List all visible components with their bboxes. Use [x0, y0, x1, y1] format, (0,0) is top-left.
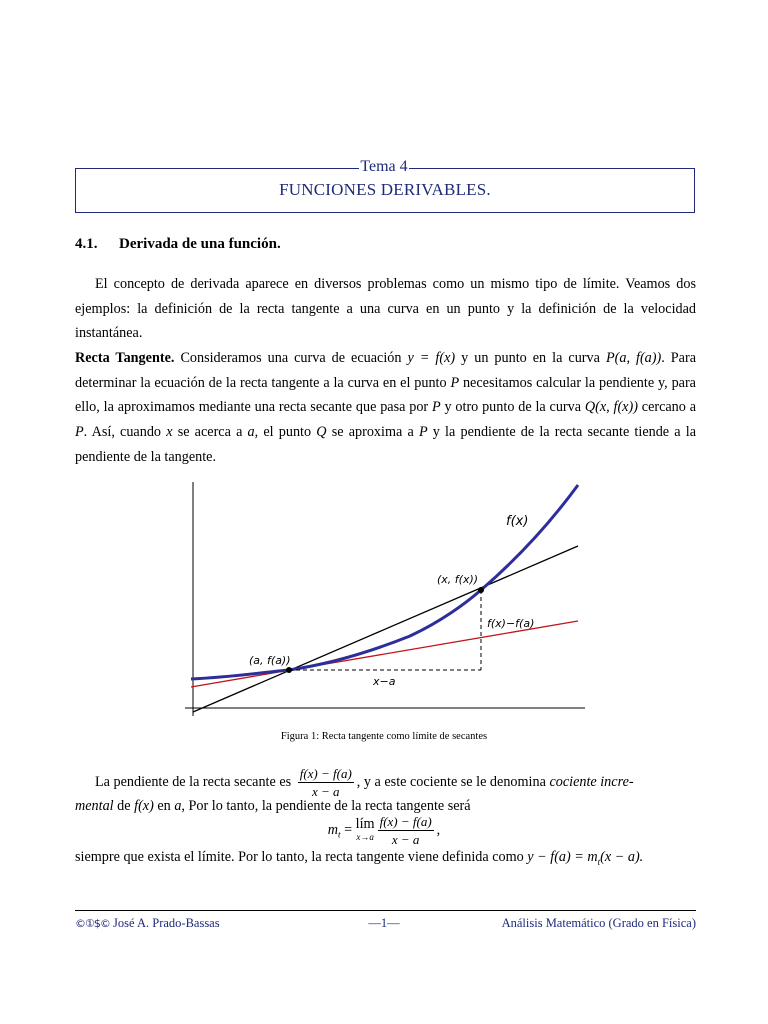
footer-page-number: —1— — [368, 916, 400, 930]
comma: , — [436, 821, 441, 838]
math-x: x — [166, 424, 173, 441]
math-subscript: t — [597, 856, 601, 867]
fraction-denominator: x − a — [311, 784, 340, 799]
equals-sign: = — [340, 821, 356, 838]
slope-line-3 — [75, 849, 696, 867]
text-run: . Para determinar la ecuación de la recta tangente a la curva en el punto — [75, 350, 696, 391]
text-run: , Por lo tanto, la pendiente de la recta tangente será — [181, 798, 471, 814]
text-run: siempre que exista el límite. Por lo tanto, la recta tangente viene definida como — [75, 849, 528, 865]
label-fx: f(x) — [506, 514, 529, 529]
tangent-slope-equation — [0, 814, 768, 847]
math-m: m — [327, 821, 339, 838]
label-xfx: (x, f(x)) — [437, 573, 479, 586]
math-tangent-eq-end: (x − a). — [600, 849, 644, 865]
slope-line-2 — [75, 798, 696, 815]
emphasis-term: mental — [75, 798, 114, 814]
text-run: en — [153, 798, 175, 814]
text-run: cercano a — [637, 399, 696, 416]
tangent-heading: Recta Tangente. — [75, 350, 175, 366]
chapter-label — [0, 158, 768, 176]
limit-operator — [355, 815, 375, 844]
limit-subscript: x→a — [356, 831, 374, 842]
tangent-paragraph — [75, 346, 696, 470]
section-heading — [75, 236, 281, 253]
text-run: Consideramos una curva de ecuación — [174, 350, 408, 366]
math-p: P — [431, 399, 441, 416]
figure-caption: Figura 1: Recta tangente como límite de secantes — [280, 731, 488, 742]
text-run: , y a este cociente se le denomina — [356, 773, 550, 790]
text-run: se acerca a — [172, 424, 248, 441]
chapter-title: FUNCIONES DERIVABLES. — [279, 180, 491, 199]
math-fx: f(x) — [134, 798, 154, 814]
math-point-p: P(a, f(a)) — [605, 350, 662, 366]
slope-line-1 — [75, 766, 696, 799]
math-a: a — [174, 798, 182, 814]
point-a — [286, 667, 292, 673]
label-afa: (a, f(a)) — [249, 654, 291, 667]
math-subscript: t — [338, 829, 341, 840]
intro-paragraph — [75, 272, 696, 346]
cc-license-icon: ©①$© — [75, 917, 110, 930]
math-curve-eq: y = f(x) — [407, 350, 456, 366]
label-xa: x−a — [373, 675, 396, 688]
math-p: P — [418, 424, 428, 441]
fraction-numerator: f(x) − f(a) — [299, 766, 352, 781]
limit-word: lím — [355, 815, 375, 832]
footer-course: Análisis Matemático (Grado en Física) — [501, 916, 696, 930]
text-run: y un punto en la curva — [455, 350, 606, 366]
section-title: Derivada de una función. — [119, 236, 281, 252]
label-diff: f(x)−f(a) — [487, 617, 535, 630]
emphasis-term: cociente incre- — [549, 773, 634, 790]
math-q: Q — [316, 424, 327, 441]
text-run: . Así, cuando — [83, 424, 167, 441]
tangent-figure — [0, 470, 768, 725]
section-number: 4.1. — [75, 236, 98, 252]
fraction-denominator: x − a — [391, 832, 420, 847]
author-name: José A. Prado-Bassas — [113, 916, 220, 930]
footer-rule — [75, 910, 696, 911]
text-run: , el punto — [254, 424, 317, 441]
fraction-numerator: f(x) − f(a) — [379, 814, 432, 829]
point-x — [478, 587, 484, 593]
chapter-number: Tema 4 — [360, 158, 408, 175]
text-run: La pendiente de la recta secante es — [95, 773, 295, 790]
math-p: P — [450, 374, 460, 391]
math-tangent-eq: y − f(a) = m — [527, 849, 598, 865]
math-p: P — [75, 424, 84, 441]
secant-slope-fraction — [298, 766, 354, 799]
limit-fraction — [378, 814, 434, 847]
text-run: necesitamos calcular la pendiente y, para ello, la aproximamos mediante una recta secante que pasa por — [75, 374, 696, 416]
text-run: y la pendiente de la recta secante tiende a la pendiente de la tangente. — [75, 424, 696, 465]
math-a: a — [247, 424, 255, 441]
intro-text: El concepto de derivada aparece en diversos problemas como un mismo tipo de límite. Veamos dos ejemplos: la definición de la recta tangente a una curva en un punto y la definición de la velocidad instantánea. — [75, 276, 696, 342]
math-point-q: Q(x, f(x)) — [584, 399, 638, 416]
text-run: y otro punto de la curva — [440, 399, 585, 416]
text-run: de — [113, 798, 135, 814]
text-run: se aproxima a — [326, 424, 419, 441]
